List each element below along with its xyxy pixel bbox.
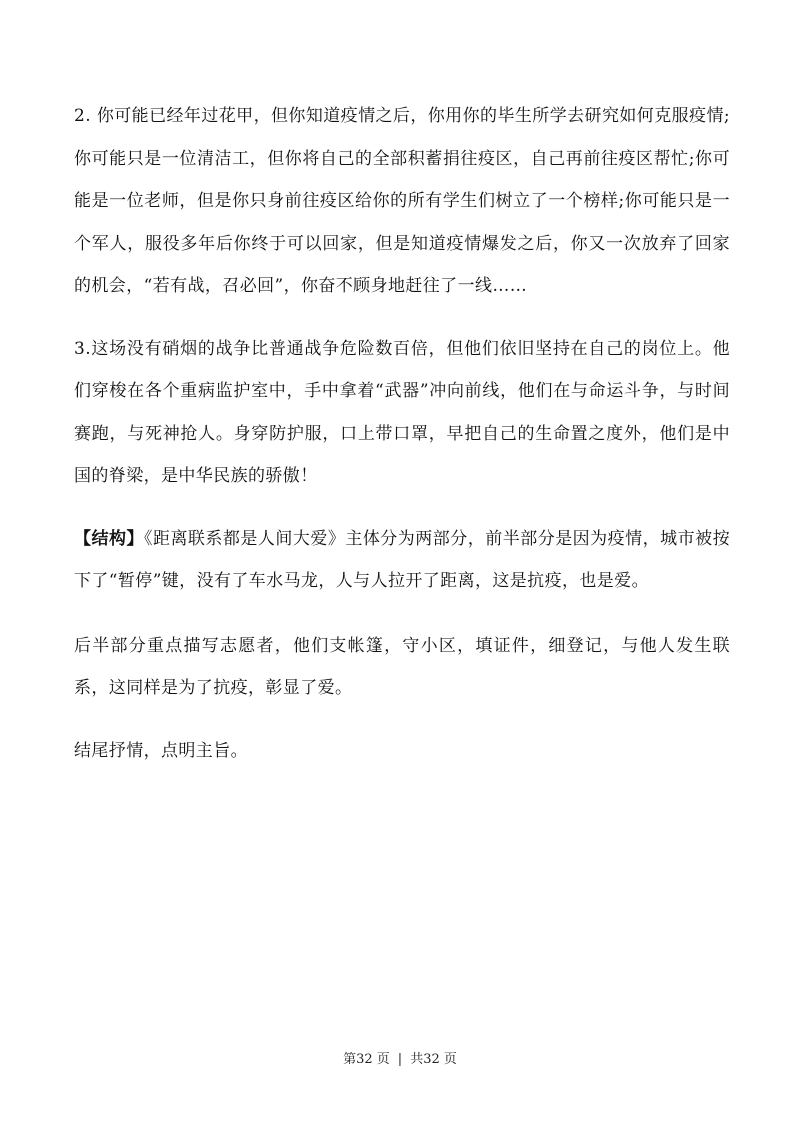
paragraph-text: 3.这场没有硝烟的战争比普通战争危险数百倍，但他们依旧坚持在自己的岗位上。他们穿梭在各个重病监护室中，手中拿着“武器”冲向前线，他们在与命运斗争，与时间赛跑，与死神抢人。身穿防护服，口上带口罩，早把自己的生命置之度外，他们是中国的脊梁，是中华民族的骄傲！ — [74, 338, 730, 486]
paragraph-structure — [74, 518, 730, 603]
paragraph-answer-2 — [74, 95, 730, 308]
paragraph-second-half — [74, 625, 730, 710]
page-number-total: 共32 页 — [410, 1052, 457, 1067]
page-footer — [0, 1048, 800, 1067]
page-number-current: 第32 页 — [343, 1052, 390, 1067]
footer-separator: | — [397, 1052, 403, 1067]
paragraph-text: 《距离联系都是人间大爱》主体分为两部分，前半部分是因为疫情，城市被按下了“暂停”键，没有了车水马龙，人与人拉开了距离，这是抗疫，也是爱。 — [74, 528, 730, 591]
paragraph-text: 结尾抒情，点明主旨。 — [74, 740, 248, 761]
structure-tag: 【结构】 — [74, 528, 144, 549]
paragraph-text: 2. 你可能已经年过花甲，但你知道疫情之后，你用你的毕生所学去研究如何克服疫情;你可能只是一位清洁工，但你将自己的全部积蓄捐往疫区，自己再前往疫区帮忙;你可能是一位老师，但是你只身前往疫区给你的所有学生们树立了一个榜样;你可能只是一个军人，服役多年后你终于可以回家，但是知道疫情爆发之后，你又一次放弃了回家的机会，“若有战，召必回”，你奋不顾身地赶往了一线…… — [74, 106, 730, 296]
paragraph-ending — [74, 730, 730, 773]
paragraph-text: 后半部分重点描写志愿者，他们支帐篷，守小区，填证件，细登记，与他人发生联系，这同样是为了抗疫，彰显了爱。 — [74, 635, 730, 698]
paragraph-answer-3 — [74, 328, 730, 498]
document-body — [74, 95, 730, 772]
